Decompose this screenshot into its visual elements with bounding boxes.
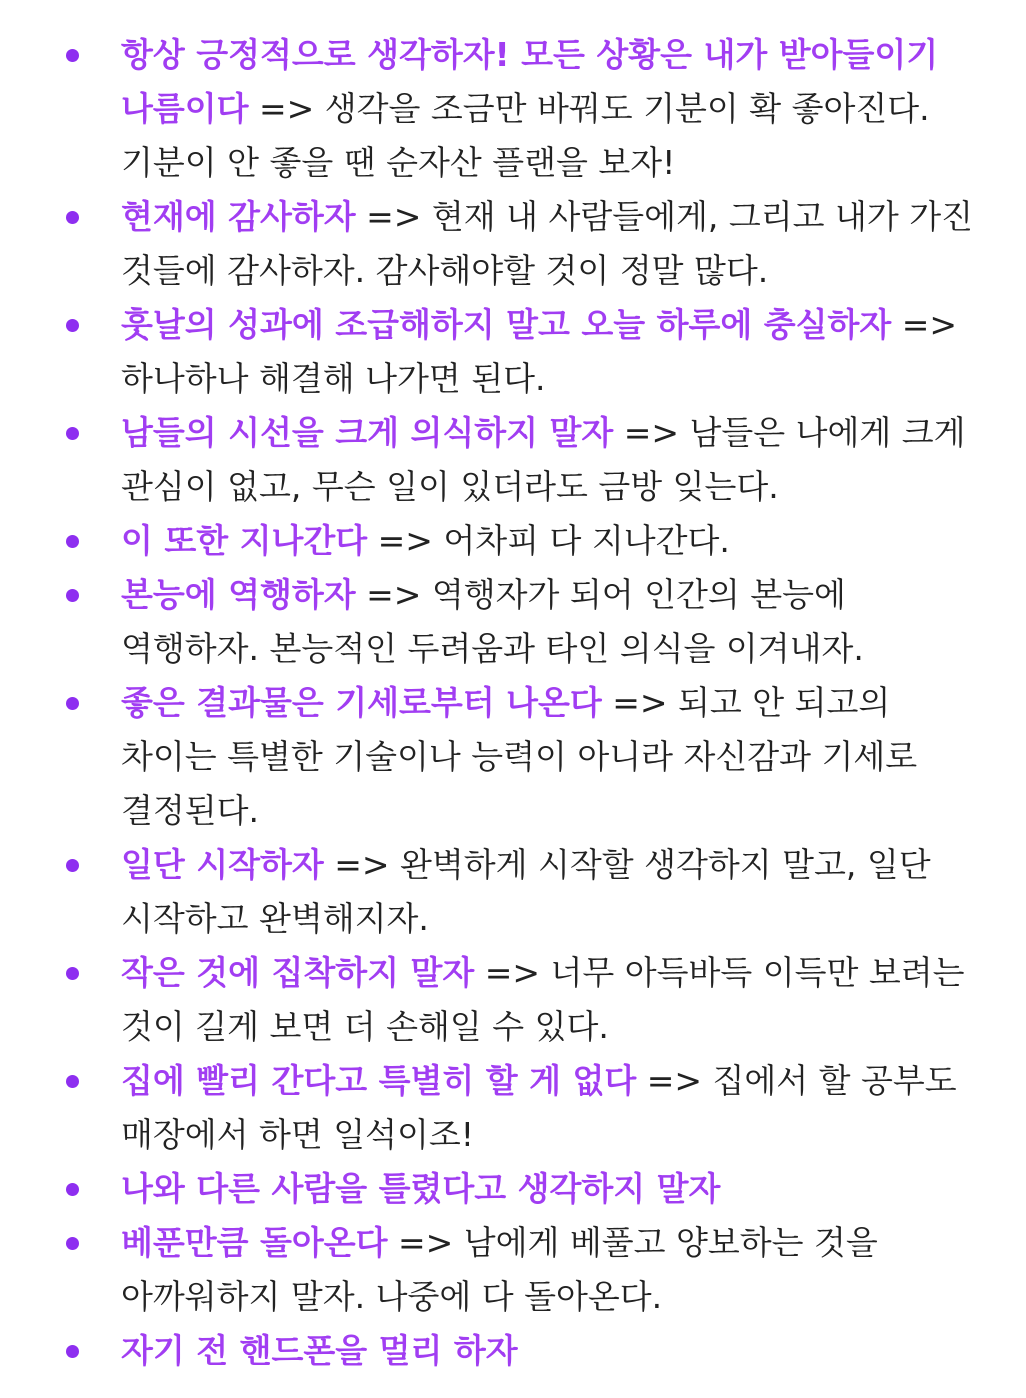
list-item <box>0 190 986 298</box>
bullet-list <box>0 28 986 1378</box>
list-item <box>0 1054 986 1162</box>
item-text: => 생각을 조금만 바꿔도 기분이 확 좋아진다. 기분이 안 좋을 땐 순자산 플랜을 보자! <box>121 89 930 182</box>
item-title: 이 또한 지나간다 <box>121 521 368 560</box>
item-title: 좋은 결과물은 기세로부터 나온다 <box>121 683 602 722</box>
item-title: 베푼만큼 돌아온다 <box>121 1223 388 1262</box>
list-item <box>0 946 986 1054</box>
list-item <box>0 568 986 676</box>
bullet-icon <box>66 1345 79 1358</box>
bullet-icon <box>66 589 79 602</box>
bullet-icon <box>66 319 79 332</box>
bullet-icon <box>66 427 79 440</box>
item-title: 훗날의 성과에 조급해하지 말고 오늘 하루에 충실하자 <box>121 305 892 344</box>
bullet-icon <box>66 967 79 980</box>
item-title: 남들의 시선을 크게 의식하지 말자 <box>121 413 614 452</box>
bullet-icon <box>66 697 79 710</box>
bullet-icon <box>66 859 79 872</box>
item-text: => 집에서 할 공부도 매장에서 하면 일석이조! <box>121 1061 957 1154</box>
list-item <box>0 298 986 406</box>
list-item <box>0 1324 986 1378</box>
item-title: 나와 다른 사람을 틀렸다고 생각하지 말자 <box>121 1169 721 1208</box>
list-item <box>0 28 986 190</box>
bullet-icon <box>66 49 79 62</box>
list-item <box>0 514 986 568</box>
item-title: 본능에 역행하자 <box>121 575 356 614</box>
item-text: => 남들은 나에게 크게 관심이 없고, 무슨 일이 있더라도 금방 잊는다. <box>121 413 966 506</box>
item-title: 일단 시작하자 <box>121 845 324 884</box>
bullet-icon <box>66 1183 79 1196</box>
bullet-icon <box>66 1237 79 1250</box>
list-item <box>0 676 986 838</box>
list-item <box>0 838 986 946</box>
item-title: 집에 빨리 간다고 특별히 할 게 없다 <box>121 1061 637 1100</box>
list-item <box>0 1216 986 1324</box>
item-text: => 어차피 다 지나간다. <box>367 521 730 560</box>
bullet-icon <box>66 535 79 548</box>
item-title: 항상 긍정적으로 생각하자! 모든 상황은 내가 받아들이기 나름이다 <box>121 35 939 128</box>
list-item <box>0 1162 986 1216</box>
list-item <box>0 406 986 514</box>
item-text: => 너무 아득바득 이득만 보려는 것이 길게 보면 더 손해일 수 있다. <box>121 953 965 1046</box>
item-text: => 되고 안 되고의 차이는 특별한 기술이나 능력이 아니라 자신감과 기세로 결정된다. <box>121 683 918 830</box>
item-text: => 완벽하게 시작할 생각하지 말고, 일단 시작하고 완벽해지자. <box>121 845 931 938</box>
item-title: 작은 것에 집착하지 말자 <box>121 953 475 992</box>
item-title: 현재에 감사하자 <box>121 197 356 236</box>
item-text: => 현재 내 사람들에게, 그리고 내가 가진 것들에 감사하자. 감사해야할 것이 정말 많다. <box>121 197 974 290</box>
bullet-icon <box>66 1075 79 1088</box>
item-text: => 남에게 베풀고 양보하는 것을 아까워하지 말자. 나중에 다 돌아온다. <box>121 1223 878 1316</box>
item-text: => 역행자가 되어 인간의 본능에 역행하자. 본능적인 두려움과 타인 의식을 이겨내자. <box>121 575 864 668</box>
item-title: 자기 전 핸드폰을 멀리 하자 <box>121 1331 518 1370</box>
item-text: => 하나하나 해결해 나가면 된다. <box>121 305 958 398</box>
bullet-icon <box>66 211 79 224</box>
